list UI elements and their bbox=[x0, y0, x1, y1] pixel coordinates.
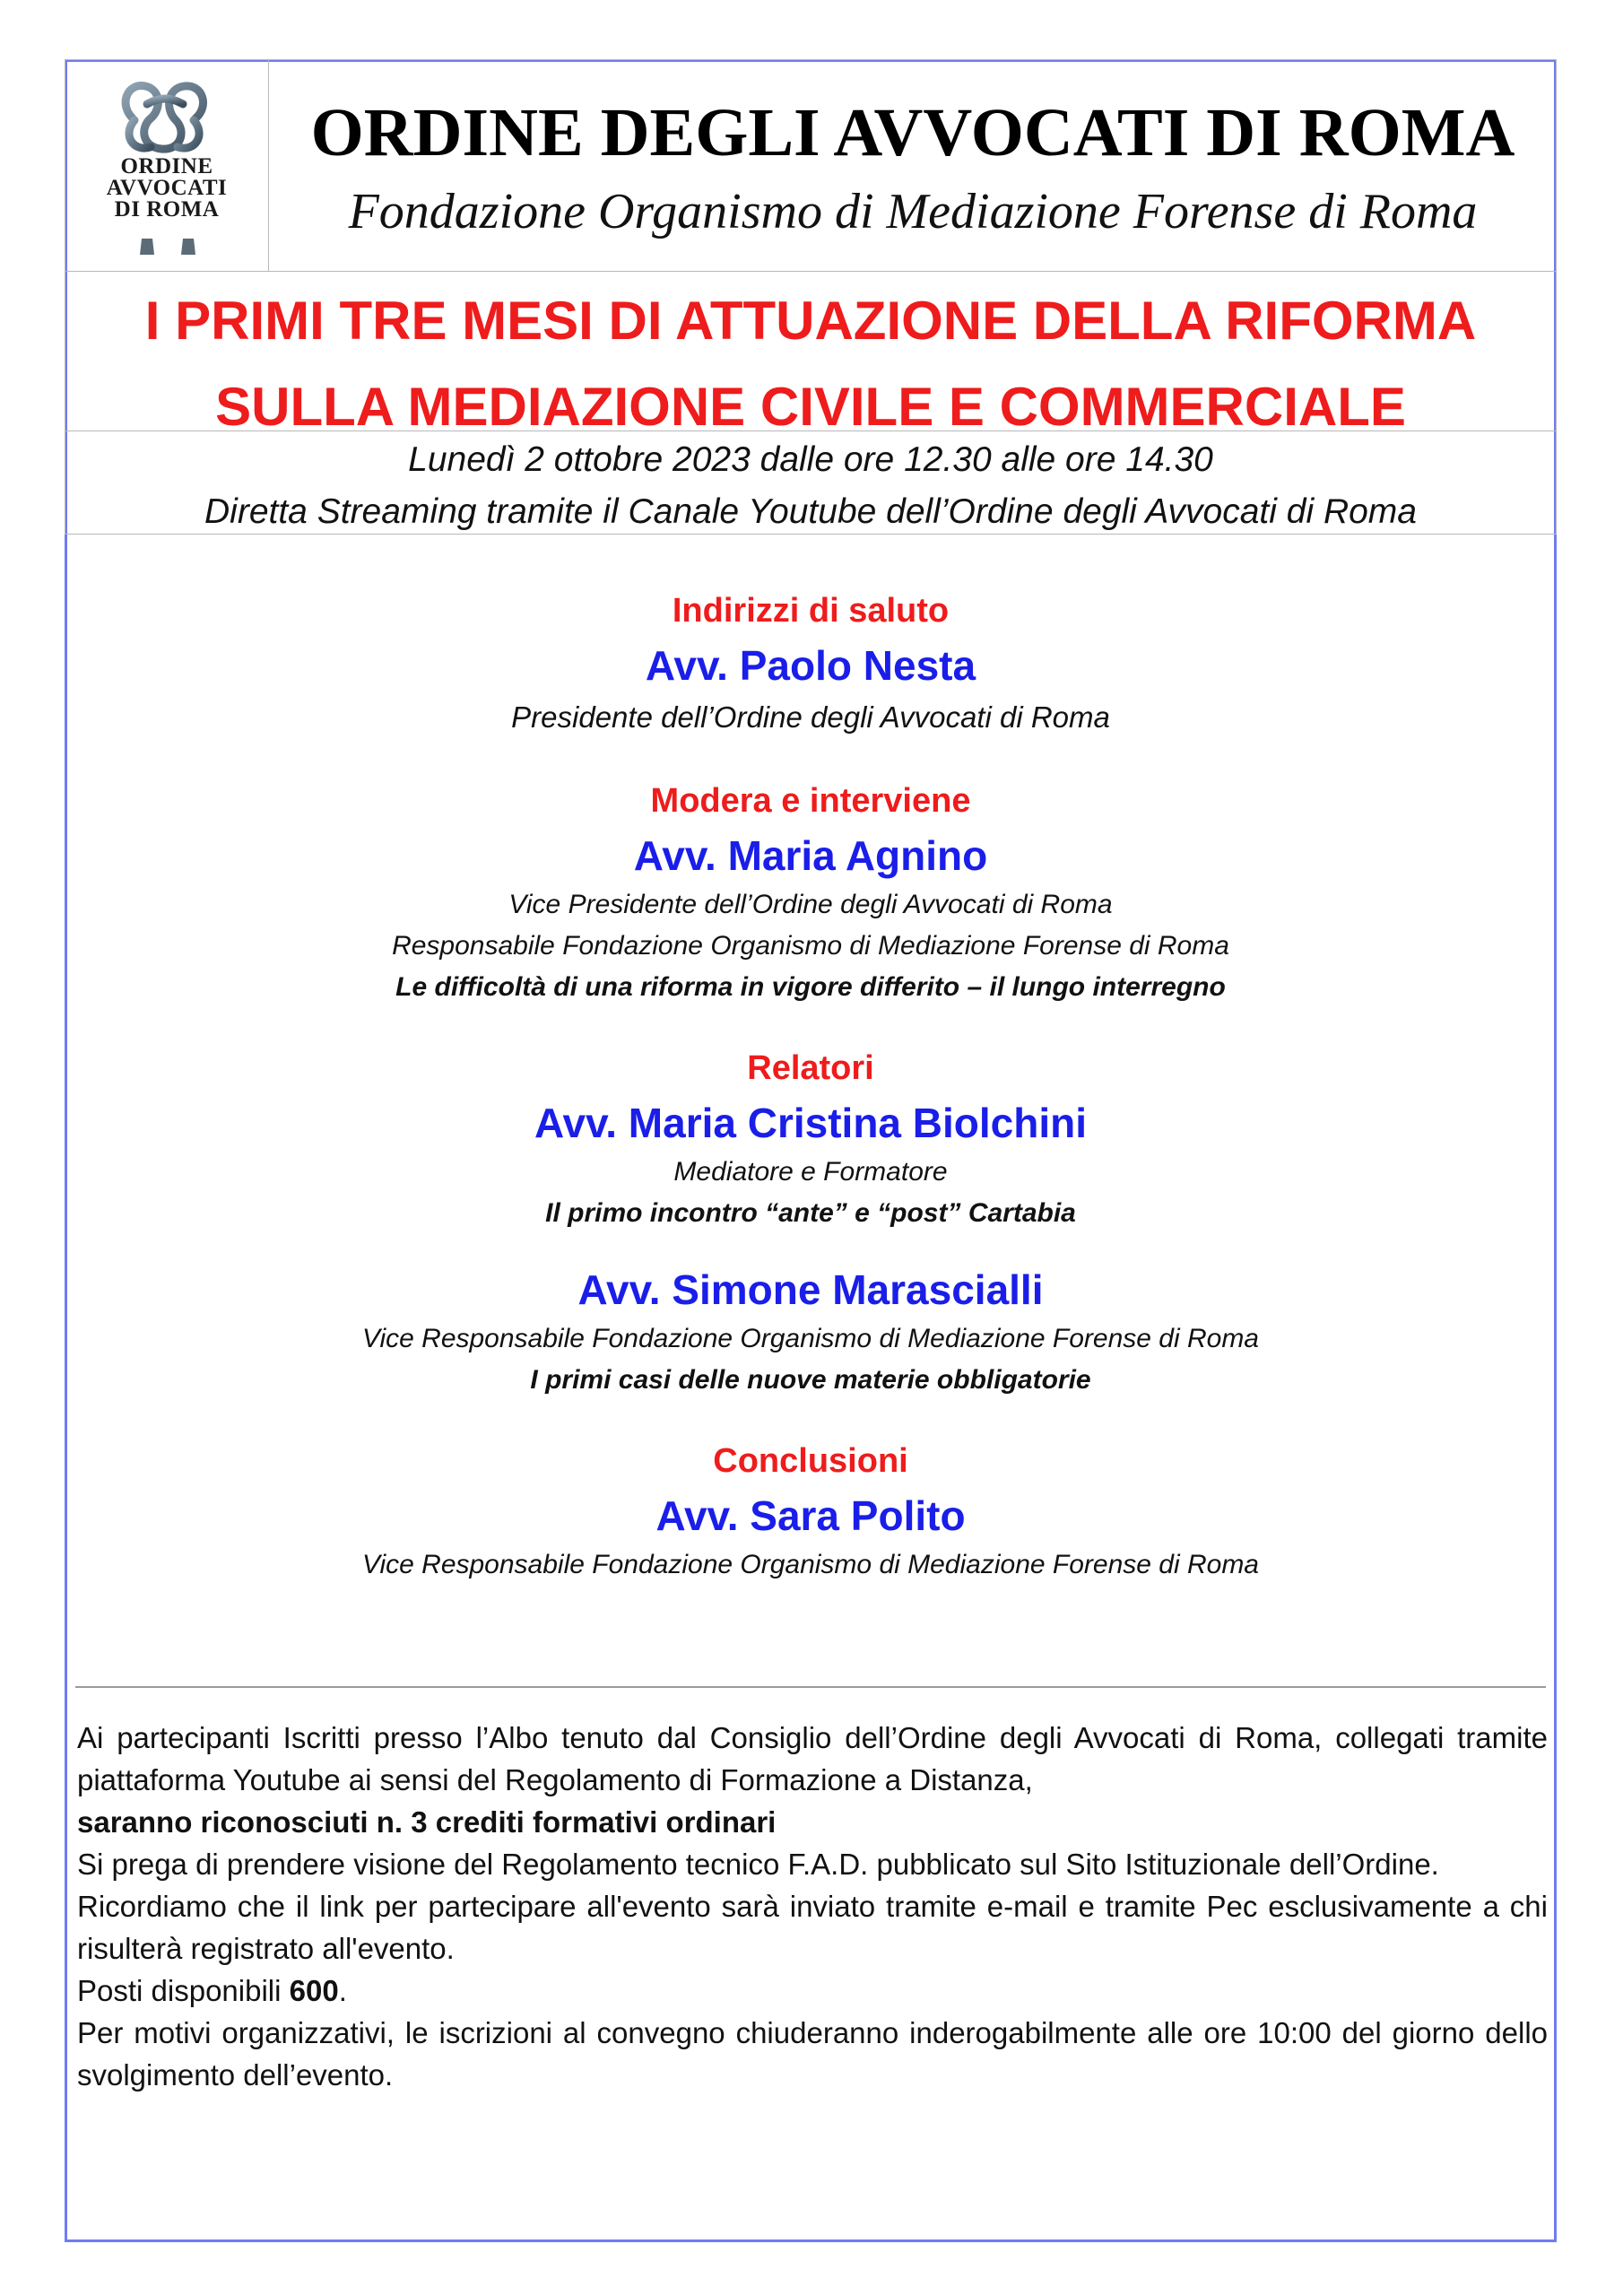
program bbox=[65, 585, 1557, 1620]
event-info bbox=[65, 434, 1557, 538]
event-title bbox=[65, 278, 1557, 450]
seats-line bbox=[77, 1970, 1548, 2012]
speakers-section bbox=[65, 1042, 1557, 1401]
notes-paragraph: Ai partecipanti Iscritti presso l’Albo tenuto dal Consiglio dell’Ordine degli Avvocati di Roma, collegati tramite piattaforma Youtube ai sensi del Regolamento di Formazione a Distanza, bbox=[77, 1721, 1548, 1796]
moderator-heading: Modera e interviene bbox=[650, 782, 971, 820]
logo bbox=[65, 59, 269, 271]
speaker-role: Vice Responsabile Fondazione Organismo di Mediazione Forense di Roma bbox=[362, 1324, 1259, 1353]
logo-base-icon bbox=[136, 235, 199, 257]
speaker-block bbox=[65, 1261, 1557, 1401]
logo-line-1: ORDINE bbox=[120, 154, 213, 178]
speaker-role: Presidente dell’Ordine degli Avvocati di Roma bbox=[511, 700, 1110, 734]
foundation-subtitle: Fondazione Organismo di Mediazione Forense di Roma bbox=[348, 184, 1478, 239]
greetings-heading: Indirizzi di saluto bbox=[672, 592, 950, 630]
event-date-time: Lunedì 2 ottobre 2023 dalle ore 12.30 alle ore 14.30 bbox=[408, 440, 1213, 479]
footer-divider bbox=[75, 1686, 1546, 1688]
speaker-name: Avv. Simone Marascialli bbox=[577, 1266, 1044, 1313]
organization-title: ORDINE DEGLI AVVOCATI DI ROMA bbox=[310, 95, 1515, 170]
speaker-role: Responsabile Fondazione Organismo di Mediazione Forense di Roma bbox=[392, 931, 1229, 961]
speaker-name: Avv. Sara Polito bbox=[655, 1492, 966, 1539]
speaker-role: Vice Responsabile Fondazione Organismo di Mediazione Forense di Roma bbox=[362, 1550, 1259, 1579]
logo-line-2: AVVOCATI bbox=[106, 176, 228, 200]
notes-paragraph: Ricordiamo che il link per partecipare all'evento sarà inviato tramite e-mail e tramite Pec esclusivamente a chi risulterà registrato all'evento. bbox=[77, 1890, 1548, 1965]
speaker-name: Avv. Maria Agnino bbox=[633, 832, 988, 879]
speaker-role: Vice Presidente dell’Ordine degli Avvocati di Roma bbox=[508, 890, 1113, 919]
seats-suffix: . bbox=[338, 1974, 347, 2007]
credits-notice: saranno riconosciuti n. 3 crediti formativi ordinari bbox=[77, 1805, 777, 1839]
moderator-section bbox=[65, 775, 1557, 1008]
talk-title: I primi casi delle nuove materie obbligatorie bbox=[530, 1365, 1091, 1395]
seats-label: Posti disponibili bbox=[77, 1974, 290, 2007]
speaker-block bbox=[65, 1094, 1557, 1234]
speaker-name: Avv. Maria Cristina Biolchini bbox=[534, 1100, 1088, 1146]
logo-line-3: DI ROMA bbox=[114, 197, 220, 222]
notes-paragraph: Per motivi organizzativi, le iscrizioni al convegno chiuderanno inderogabilmente alle ore 10:00 del giorno dello svolgimento dell’evento. bbox=[77, 2016, 1548, 2092]
speaker-name: Avv. Paolo Nesta bbox=[645, 642, 976, 689]
conclusions-heading: Conclusioni bbox=[713, 1442, 908, 1480]
logo-text bbox=[65, 156, 269, 221]
conclusions-section bbox=[65, 1435, 1557, 1586]
seats-value: 600 bbox=[289, 1974, 339, 2007]
header-divider bbox=[65, 271, 1557, 272]
speaker-role: Mediatore e Formatore bbox=[673, 1157, 948, 1187]
talk-title: Le difficoltà di una riforma in vigore differito – il lungo interregno bbox=[395, 972, 1226, 1002]
knot-emblem-icon bbox=[115, 77, 213, 156]
greetings-section bbox=[65, 585, 1557, 741]
speakers-heading: Relatori bbox=[747, 1049, 874, 1087]
talk-title: Il primo incontro “ante” e “post” Cartabia bbox=[545, 1198, 1076, 1228]
event-title-line-1: I PRIMI TRE MESI DI ATTUAZIONE DELLA RIFORMA bbox=[144, 291, 1477, 351]
notes-paragraph: Si prega di prendere visione del Regolamento tecnico F.A.D. pubblicato sul Sito Istituzionale dell’Ordine. bbox=[77, 1848, 1439, 1881]
notes bbox=[77, 1717, 1548, 2096]
event-title-line-2: SULLA MEDIAZIONE CIVILE E COMMERCIALE bbox=[215, 377, 1406, 437]
event-streaming: Diretta Streaming tramite il Canale Youtube dell’Ordine degli Avvocati di Roma bbox=[204, 492, 1417, 531]
header-top-rule bbox=[65, 59, 1557, 60]
